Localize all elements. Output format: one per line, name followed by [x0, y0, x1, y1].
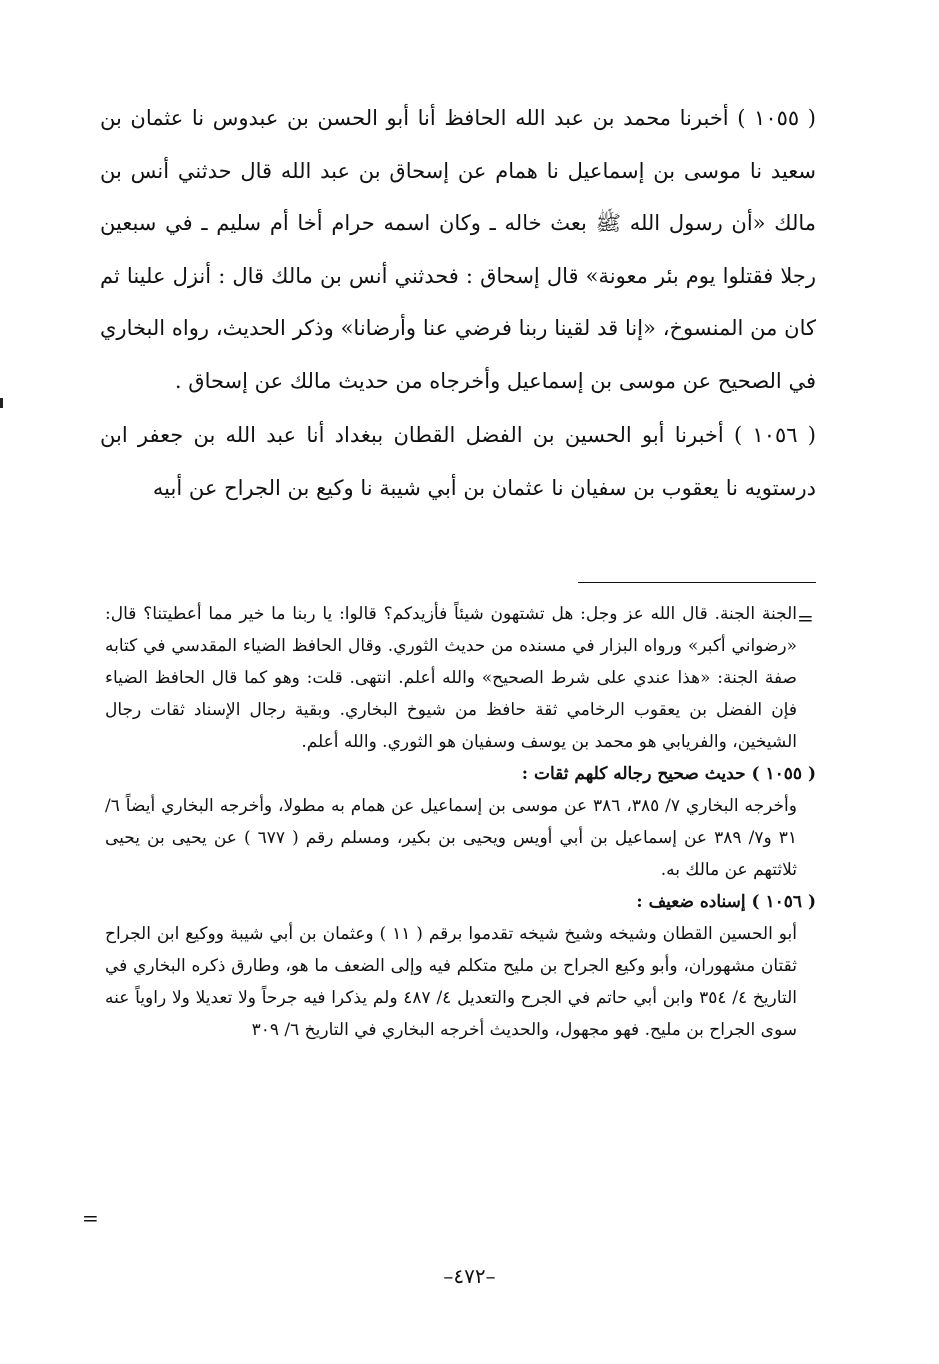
footnote-heading-1056: ( ١٠٥٦ ) إسناده ضعيف : — [636, 892, 816, 912]
footnote-carryover: الجنة الجنة. قال الله عز وجل: هل تشتهون شيئاً فأزيدكم؟ قالوا: يا ربنا ما خير مما أعطيتنا؟ قال: «رضواني أكبر» ورواه البزار في مسنده من حديث الثوري. وقال الحافظ الضياء المقدسي في كتابه صفة الجنة: «هذا عندي على شرط الصحيح» والله أعلم. انتهى. قلت: وهو كما قال الحافظ الضياء فإن الفضل بن يعقوب الرخامي ثقة حافظ من شيوخ البخاري. وبقية رجال الإسناد ثقات رجال الشيخين، والفريابي هو محمد بن يوسف وسفيان هو الثوري. والله أعلم. — [105, 604, 797, 752]
continuation-mark-top: = — [797, 606, 814, 630]
margin-mark — [0, 398, 3, 408]
footnote-text-1055: وأخرجه البخاري ٧/ ٣٨٥، ٣٨٦ عن موسى بن إسماعيل عن همام به مطولا، وأخرجه البخاري أيضاً ٦/ ٣١ و٧/ ٣٨٩ عن إسماعيل بن أبي أويس ويحيى بن بكير، ومسلم رقم ( ٦٧٧ ) عن يحيى بن يحيى ثلاثتهم عن مالك به. — [105, 796, 797, 880]
hadith-number: ( ١٠٥٥ ) — [737, 106, 816, 130]
main-text — [100, 92, 816, 514]
hadith-1056 — [100, 409, 816, 514]
hadith-text: أخبرنا محمد بن عبد الله الحافظ أنا أبو الحسن بن عبدوس نا عثمان بن سعيد نا موسى بن إسماعيل نا همام عن إسحاق بن عبد الله قال حدثني أنس بن مالك «أن رسول الله ﷺ بعث خاله ـ وكان اسمه حرام أخا أم سليم ـ في سبعين رجلا فقتلوا يوم بئر معونة» قال إسحاق : فحدثني أنس بن مالك قال : أنزل علينا ثم كان من المنسوخ، «إنا قد لقينا ربنا فرضي عنا وأرضانا» وذكر الحديث، رواه البخاري في الصحيح عن موسى بن إسماعيل وأخرجاه من حديث مالك عن إسحاق . — [100, 106, 816, 393]
footnote-text-1056: أبو الحسين القطان وشيخه وشيخ شيخه تقدموا برقم ( ١١ ) وعثمان بن أبي شيبة ووكيع ابن الجراح ثقتان مشهوران، وأبو وكيع الجراح بن مليح متكلم فيه وإلى الضعف ما هو، وطارق ذكره البخاري في التاريخ ٤/ ٣٥٤ وابن أبي حاتم في الجرح والتعديل ٤/ ٤٨٧ ولم يذكرا فيه جرحاً ولا تعديلا ولا راوياً عنه سوى الجراح بن مليح. فهو مجهول، والحديث أخرجه البخاري في التاريخ ٦/ ٣٠٩ — [105, 924, 797, 1040]
hadith-1055 — [100, 92, 816, 407]
footnote-heading-1055: ( ١٠٥٥ ) حديث صحيح رجاله كلهم ثقات : — [521, 764, 816, 784]
footnote-separator — [578, 582, 816, 583]
footnotes — [105, 598, 816, 1046]
continuation-mark-bottom: = — [82, 1206, 99, 1230]
hadith-text: أخبرنا أبو الحسين بن الفضل القطان ببغداد أنا عبد الله بن جعفر ابن درستويه نا يعقوب بن سفيان نا عثمان بن أبي شيبة نا وكيع بن الجراح عن أبيه — [100, 423, 816, 500]
hadith-number: ( ١٠٥٦ ) — [733, 423, 816, 447]
page-number: –٤٧٢– — [443, 1264, 496, 1288]
